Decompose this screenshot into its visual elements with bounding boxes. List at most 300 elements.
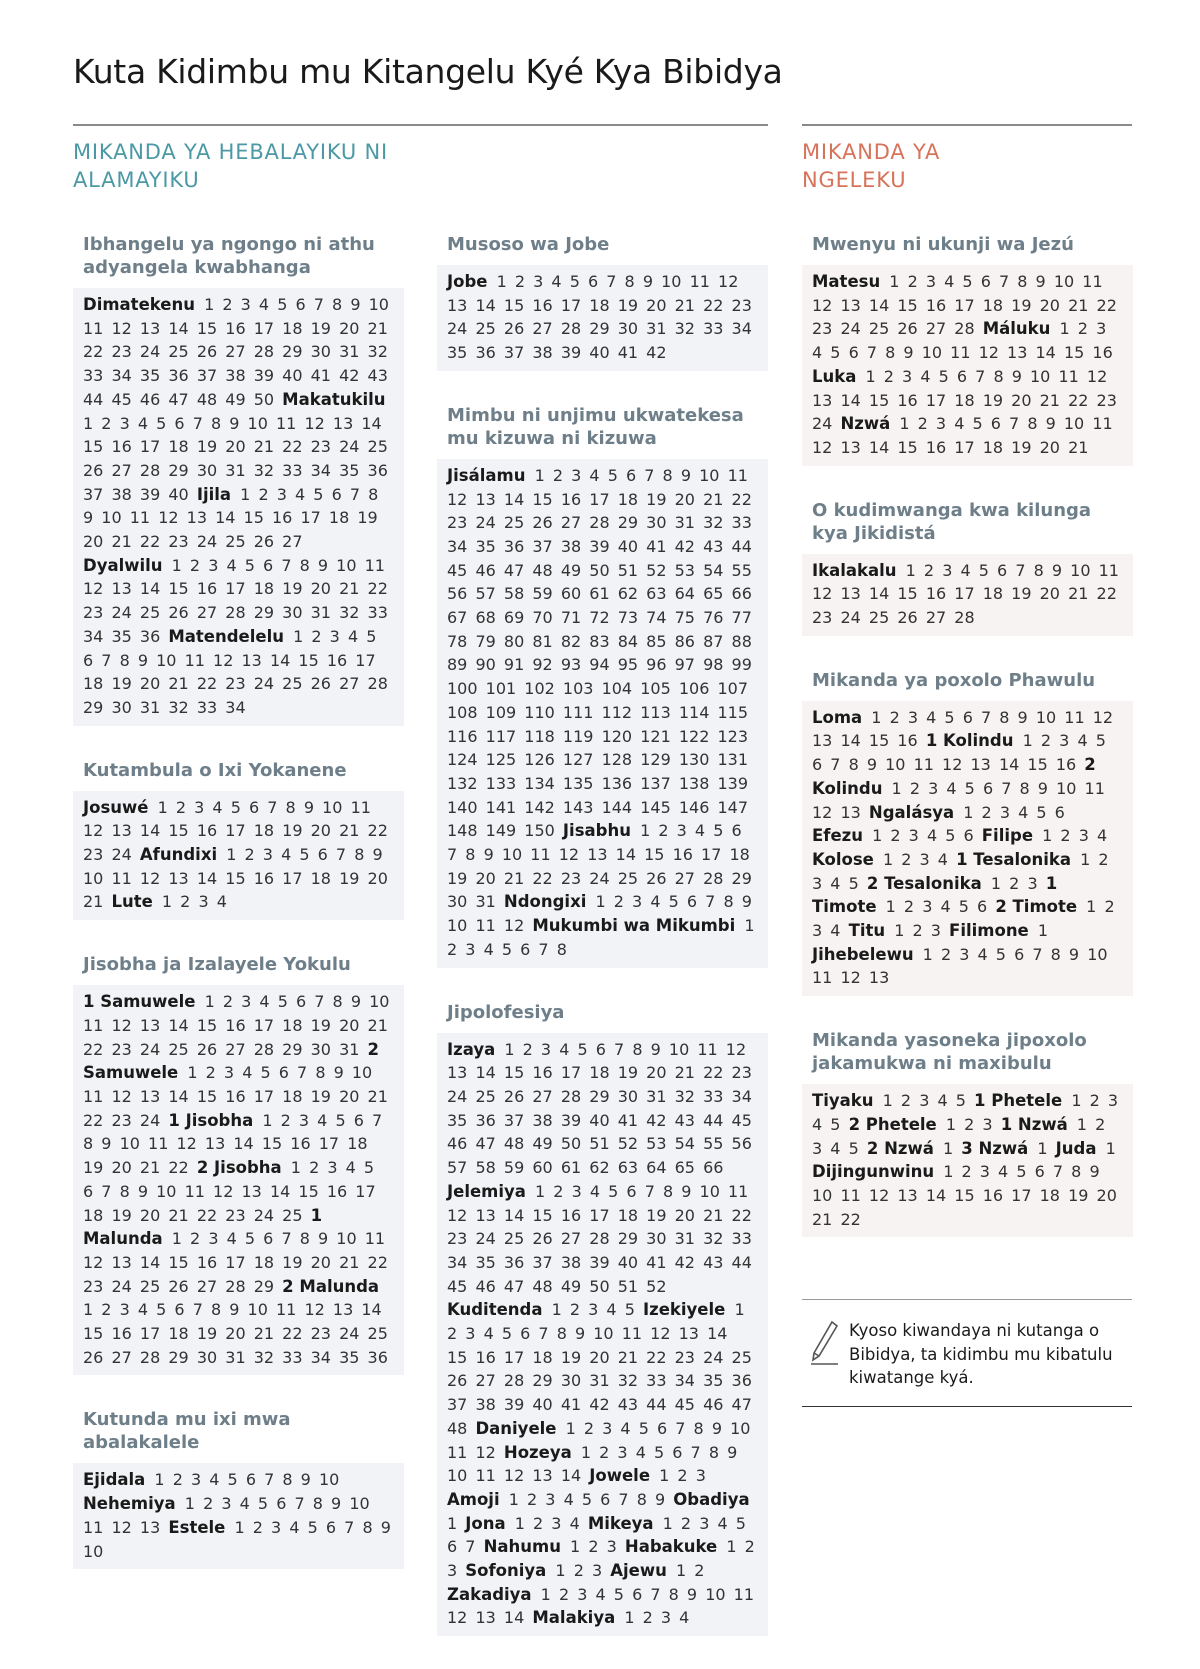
chapter-number[interactable]: 15 <box>243 508 264 528</box>
chapter-number[interactable]: 16 <box>925 295 947 315</box>
chapter-number[interactable]: 20 <box>674 1205 695 1225</box>
chapter-number[interactable]: 51 <box>617 1276 639 1296</box>
chapter-number[interactable]: 7 <box>192 1300 203 1320</box>
chapter-number[interactable]: 1 <box>565 1418 576 1438</box>
chapter-number[interactable]: 16 <box>1055 755 1077 775</box>
chapter-number[interactable]: 15 <box>168 579 189 599</box>
chapter-number[interactable]: 31 <box>139 697 161 717</box>
chapter-number[interactable]: 86 <box>674 631 695 651</box>
chapter-number[interactable]: 9 <box>229 1300 240 1320</box>
chapter-number[interactable]: 103 <box>562 679 594 699</box>
chapter-number[interactable]: 65 <box>674 1158 695 1178</box>
chapter-number[interactable]: 4 <box>620 1418 631 1438</box>
chapter-number[interactable]: 38 <box>475 1395 496 1415</box>
chapter-number[interactable]: 34 <box>225 697 246 717</box>
chapter-number[interactable]: 6 <box>990 414 1001 434</box>
chapter-number[interactable]: 6 <box>520 1324 531 1344</box>
chapter-number[interactable]: 81 <box>532 631 553 651</box>
chapter-number[interactable]: 9 <box>318 1229 329 1249</box>
chapter-number[interactable]: 4 <box>1018 802 1029 822</box>
chapter-number[interactable]: 13 <box>532 1466 553 1486</box>
chapter-number[interactable]: 90 <box>475 655 496 675</box>
chapter-number[interactable]: 27 <box>475 1371 496 1391</box>
chapter-number[interactable]: 15 <box>532 489 553 509</box>
chapter-number[interactable]: 7 <box>980 707 992 727</box>
chapter-number[interactable]: 89 <box>447 655 468 675</box>
chapter-number[interactable]: 6 <box>276 1494 287 1514</box>
chapter-number[interactable]: 15 <box>298 1181 319 1201</box>
chapter-number[interactable]: 4 <box>1096 826 1108 846</box>
chapter-number[interactable]: 5 <box>830 1114 841 1134</box>
chapter-number[interactable]: 11 <box>728 1181 749 1201</box>
chapter-number[interactable]: 58 <box>475 1158 496 1178</box>
chapter-number[interactable]: 43 <box>674 1110 695 1130</box>
chapter-number[interactable]: 3 <box>465 1324 476 1344</box>
chapter-number[interactable]: 25 <box>168 342 189 362</box>
chapter-number[interactable]: 72 <box>589 608 610 628</box>
chapter-number[interactable]: 33 <box>703 319 724 339</box>
chapter-number[interactable]: 24 <box>447 1086 468 1106</box>
chapter-number[interactable]: 6 <box>278 1063 289 1083</box>
chapter-number[interactable]: 1 <box>154 1470 165 1490</box>
chapter-number[interactable]: 123 <box>717 726 749 746</box>
chapter-number[interactable]: 137 <box>640 773 671 793</box>
chapter-number[interactable]: 5 <box>307 1517 318 1537</box>
chapter-number[interactable]: 7 <box>866 343 878 363</box>
chapter-number[interactable]: 3 <box>959 944 970 964</box>
chapter-number[interactable]: 29 <box>589 1086 610 1106</box>
chapter-number[interactable]: 8 <box>662 1181 674 1201</box>
chapter-number[interactable]: 23 <box>310 1324 331 1344</box>
chapter-number[interactable]: 7 <box>267 797 278 817</box>
chapter-number[interactable]: 7 <box>538 1324 549 1344</box>
chapter-number[interactable]: 17 <box>300 508 321 528</box>
chapter-number[interactable]: 3 <box>208 555 219 575</box>
chapter-number[interactable]: 40 <box>589 1110 610 1130</box>
chapter-number[interactable]: 12 <box>111 318 132 338</box>
chapter-number[interactable]: 9 <box>680 465 692 485</box>
chapter-number[interactable]: 13 <box>168 868 189 888</box>
chapter-number[interactable]: 12 <box>83 821 104 841</box>
chapter-number[interactable]: 4 <box>137 413 149 433</box>
chapter-number[interactable]: 148 <box>447 821 478 841</box>
chapter-number[interactable]: 9 <box>380 1517 391 1537</box>
chapter-number[interactable]: 6 <box>174 1300 185 1320</box>
chapter-number[interactable]: 3 <box>298 1110 310 1130</box>
chapter-number[interactable]: 5 <box>581 1489 593 1509</box>
chapter-number[interactable]: 2 <box>964 1114 975 1134</box>
chapter-number[interactable]: 28 <box>560 1086 582 1106</box>
chapter-number[interactable]: 7 <box>101 650 112 670</box>
chapter-number[interactable]: 1 <box>1086 897 1097 917</box>
chapter-number[interactable]: 4 <box>926 826 938 846</box>
chapter-number[interactable]: 47 <box>475 1134 496 1154</box>
chapter-number[interactable]: 3 <box>812 921 823 941</box>
chapter-number[interactable]: 29 <box>253 1276 275 1296</box>
chapter-number[interactable]: 13 <box>587 845 608 865</box>
chapter-number[interactable]: 28 <box>589 1229 610 1249</box>
chapter-number[interactable]: 35 <box>339 1347 360 1367</box>
chapter-number[interactable]: 18 <box>168 1324 189 1344</box>
chapter-number[interactable]: 1 <box>184 1494 195 1514</box>
chapter-number[interactable]: 10 <box>368 295 389 314</box>
chapter-number[interactable]: 22 <box>646 1347 667 1367</box>
chapter-number[interactable]: 1 <box>226 845 237 865</box>
chapter-number[interactable]: 5 <box>958 897 969 917</box>
chapter-number[interactable]: 11 <box>913 755 934 775</box>
chapter-number[interactable]: 5 <box>830 343 841 363</box>
chapter-number[interactable]: 2 <box>280 1110 291 1130</box>
chapter-number[interactable]: 37 <box>447 1395 468 1415</box>
chapter-number[interactable]: 28 <box>367 674 388 694</box>
chapter-number[interactable]: 19 <box>310 1086 331 1106</box>
chapter-number[interactable]: 15 <box>897 295 918 315</box>
chapter-number[interactable]: 64 <box>646 1158 667 1178</box>
chapter-number[interactable]: 4 <box>944 272 955 291</box>
chapter-number[interactable]: 35 <box>475 1252 496 1272</box>
chapter-number[interactable]: 9 <box>1035 272 1046 291</box>
chapter-number[interactable]: 1 <box>204 295 215 314</box>
chapter-number[interactable]: 54 <box>674 1134 695 1154</box>
chapter-number[interactable]: 29 <box>83 697 104 717</box>
chapter-number[interactable]: 5 <box>955 1091 966 1111</box>
chapter-number[interactable]: 28 <box>225 1276 246 1296</box>
chapter-number[interactable]: 28 <box>139 460 161 480</box>
chapter-number[interactable]: 18 <box>83 674 104 694</box>
chapter-number[interactable]: 19 <box>1011 437 1032 457</box>
chapter-number[interactable]: 2 <box>553 1181 564 1201</box>
chapter-number[interactable]: 24 <box>139 1039 161 1059</box>
chapter-number[interactable]: 4 <box>281 845 292 865</box>
chapter-number[interactable]: 10 <box>1035 707 1057 727</box>
chapter-number[interactable]: 26 <box>310 674 331 694</box>
chapter-number[interactable]: 14 <box>503 1608 525 1628</box>
chapter-number[interactable]: 68 <box>475 608 496 628</box>
chapter-number[interactable]: 37 <box>503 343 525 363</box>
chapter-number[interactable]: 16 <box>225 1086 246 1106</box>
chapter-number[interactable]: 13 <box>241 1181 262 1201</box>
chapter-number[interactable]: 19 <box>196 437 218 457</box>
chapter-number[interactable]: 9 <box>650 1039 661 1059</box>
chapter-number[interactable]: 2 <box>258 484 269 504</box>
chapter-number[interactable]: 8 <box>993 366 1004 386</box>
chapter-number[interactable]: 2 <box>883 366 894 386</box>
chapter-number[interactable]: 4 <box>830 873 841 893</box>
chapter-number[interactable]: 15 <box>1063 343 1085 363</box>
chapter-number[interactable]: 18 <box>328 508 350 528</box>
chapter-number[interactable]: 140 <box>447 797 478 817</box>
chapter-number[interactable]: 20 <box>674 489 695 509</box>
chapter-number[interactable]: 10 <box>705 1584 726 1604</box>
chapter-number[interactable]: 26 <box>83 460 104 480</box>
chapter-number[interactable]: 78 <box>447 631 468 651</box>
chapter-number[interactable]: 5 <box>962 272 973 291</box>
chapter-number[interactable]: 64 <box>674 584 695 604</box>
chapter-number[interactable]: 11 <box>475 1466 496 1486</box>
chapter-number[interactable]: 35 <box>111 626 132 646</box>
chapter-number[interactable]: 20 <box>310 579 331 599</box>
chapter-number[interactable]: 35 <box>447 1110 468 1130</box>
chapter-number[interactable]: 6 <box>962 707 973 727</box>
chapter-number[interactable]: 1 <box>744 916 755 936</box>
chapter-number[interactable]: 136 <box>601 773 633 793</box>
chapter-number[interactable]: 15 <box>868 390 890 410</box>
chapter-number[interactable]: 21 <box>168 674 189 694</box>
chapter-number[interactable]: 25 <box>367 1324 388 1344</box>
chapter-number[interactable]: 31 <box>310 603 331 623</box>
chapter-number[interactable]: 9 <box>686 1584 698 1604</box>
chapter-number[interactable]: 30 <box>196 1347 218 1367</box>
chapter-number[interactable]: 2 <box>558 1584 570 1604</box>
chapter-number[interactable]: 51 <box>589 1134 610 1154</box>
chapter-number[interactable]: 23 <box>447 513 468 533</box>
chapter-number[interactable]: 5 <box>501 1324 513 1344</box>
chapter-number[interactable]: 2 <box>694 1561 705 1581</box>
chapter-number[interactable]: 6 <box>977 897 988 917</box>
chapter-number[interactable]: 16 <box>326 1181 348 1201</box>
chapter-number[interactable]: 11 <box>350 797 371 817</box>
chapter-number[interactable]: 8 <box>210 413 222 433</box>
chapter-number[interactable]: 18 <box>982 584 1004 604</box>
chapter-number[interactable]: 18 <box>982 295 1004 315</box>
chapter-number[interactable]: 5 <box>244 1229 256 1249</box>
chapter-number[interactable]: 32 <box>674 319 695 339</box>
chapter-number[interactable]: 21 <box>1068 584 1089 604</box>
chapter-number[interactable]: 18 <box>1039 1185 1060 1205</box>
chapter-number[interactable]: 2 <box>522 1039 533 1059</box>
chapter-number[interactable]: 8 <box>556 1324 567 1344</box>
chapter-number[interactable]: 20 <box>367 868 388 888</box>
chapter-number[interactable]: 29 <box>168 1347 189 1367</box>
chapter-number[interactable]: 7 <box>297 1063 308 1083</box>
chapter-number[interactable]: 14 <box>269 650 291 670</box>
chapter-number[interactable]: 19 <box>617 1063 639 1083</box>
chapter-number[interactable]: 43 <box>703 1252 724 1272</box>
chapter-number[interactable]: 43 <box>617 1395 639 1415</box>
chapter-number[interactable]: 22 <box>731 489 752 509</box>
chapter-number[interactable]: 7 <box>264 1470 275 1490</box>
chapter-number[interactable]: 16 <box>111 437 132 457</box>
chapter-number[interactable]: 11 <box>148 1134 169 1154</box>
chapter-number[interactable]: 14 <box>168 1086 189 1106</box>
chapter-number[interactable]: 131 <box>717 750 749 770</box>
chapter-number[interactable]: 20 <box>646 1063 667 1083</box>
chapter-number[interactable]: 8 <box>1019 778 1030 798</box>
chapter-number[interactable]: 28 <box>954 319 975 339</box>
chapter-number[interactable]: 27 <box>282 532 303 552</box>
chapter-number[interactable]: 46 <box>139 389 161 409</box>
chapter-number[interactable]: 45 <box>447 1276 468 1296</box>
chapter-number[interactable]: 22 <box>367 821 388 841</box>
chapter-number[interactable]: 2 <box>890 826 901 846</box>
chapter-number[interactable]: 15 <box>897 584 918 604</box>
chapter-number[interactable]: 8 <box>285 797 296 817</box>
chapter-number[interactable]: 35 <box>339 460 360 480</box>
chapter-number[interactable]: 4 <box>937 849 948 869</box>
chapter-number[interactable]: 11 <box>812 968 833 988</box>
chapter-number[interactable]: 77 <box>731 608 752 628</box>
chapter-number[interactable]: 25 <box>139 1276 161 1296</box>
chapter-number[interactable]: 32 <box>367 342 388 362</box>
chapter-number[interactable]: 1 <box>161 892 173 912</box>
chapter-number[interactable]: 2 <box>175 797 187 817</box>
chapter-number[interactable]: 1 <box>534 465 545 485</box>
chapter-number[interactable]: 15 <box>503 1063 525 1083</box>
chapter-number[interactable]: 38 <box>532 1110 553 1130</box>
chapter-number[interactable]: 39 <box>253 366 275 386</box>
chapter-number[interactable]: 22 <box>168 1158 189 1178</box>
chapter-number[interactable]: 130 <box>678 750 710 770</box>
chapter-number[interactable]: 149 <box>485 821 517 841</box>
chapter-number[interactable]: 24 <box>253 674 275 694</box>
chapter-number[interactable]: 24 <box>111 603 132 623</box>
chapter-number[interactable]: 36 <box>139 626 161 646</box>
chapter-number[interactable]: 8 <box>723 892 734 912</box>
chapter-number[interactable]: 23 <box>225 674 246 694</box>
chapter-number[interactable]: 4 <box>239 1494 250 1514</box>
chapter-number[interactable]: 28 <box>139 1347 161 1367</box>
chapter-number[interactable]: 42 <box>646 1110 667 1130</box>
chapter-number[interactable]: 10 <box>1030 366 1051 386</box>
chapter-number[interactable]: 20 <box>111 1158 132 1178</box>
chapter-number[interactable]: 20 <box>646 295 667 315</box>
chapter-number[interactable]: 11 <box>1064 707 1085 727</box>
chapter-number[interactable]: 1 <box>885 897 896 917</box>
chapter-number[interactable]: 18 <box>168 437 189 457</box>
chapter-number[interactable]: 19 <box>646 489 667 509</box>
chapter-number[interactable]: 53 <box>646 1134 667 1154</box>
chapter-number[interactable]: 3 <box>1096 319 1107 339</box>
chapter-number[interactable]: 14 <box>707 1324 728 1344</box>
chapter-number[interactable]: 30 <box>196 460 218 480</box>
chapter-number[interactable]: 19 <box>1068 1185 1089 1205</box>
chapter-number[interactable]: 9 <box>1045 414 1056 434</box>
chapter-number[interactable]: 40 <box>589 343 610 363</box>
chapter-number[interactable]: 13 <box>139 1015 161 1035</box>
chapter-number[interactable]: 7 <box>281 1229 292 1249</box>
chapter-number[interactable]: 7 <box>192 413 203 433</box>
chapter-number[interactable]: 32 <box>339 603 360 623</box>
chapter-number[interactable]: 1 <box>262 1110 273 1130</box>
chapter-number[interactable]: 21 <box>617 1347 639 1367</box>
chapter-number[interactable]: 110 <box>524 702 555 722</box>
chapter-number[interactable]: 4 <box>569 1513 580 1533</box>
chapter-number[interactable]: 2 <box>1077 319 1088 339</box>
chapter-number[interactable]: 104 <box>601 679 633 699</box>
chapter-number[interactable]: 19 <box>111 674 132 694</box>
chapter-number[interactable]: 8 <box>636 1489 647 1509</box>
chapter-number[interactable]: 11 <box>447 1442 468 1462</box>
chapter-number[interactable]: 2 <box>222 992 234 1012</box>
chapter-number[interactable]: 19 <box>310 318 331 338</box>
chapter-number[interactable]: 6 <box>295 295 306 314</box>
chapter-number[interactable]: 20 <box>1039 584 1060 604</box>
chapter-number[interactable]: 6 <box>83 1181 94 1201</box>
chapter-number[interactable]: 17 <box>253 1086 275 1106</box>
chapter-number[interactable]: 25 <box>225 532 246 552</box>
chapter-number[interactable]: 1 <box>659 1466 670 1486</box>
chapter-number[interactable]: 91 <box>503 655 525 675</box>
chapter-number[interactable]: 6 <box>245 1470 257 1490</box>
chapter-number[interactable]: 13 <box>475 1608 496 1628</box>
chapter-number[interactable]: 9 <box>83 508 94 528</box>
chapter-number[interactable]: 13 <box>897 1185 918 1205</box>
chapter-number[interactable]: 4 <box>926 707 937 727</box>
chapter-number[interactable]: 9 <box>1037 778 1048 798</box>
chapter-number[interactable]: 3 <box>588 1300 599 1320</box>
chapter-number[interactable]: 25 <box>503 1229 525 1249</box>
chapter-number[interactable]: 21 <box>168 1205 189 1225</box>
chapter-number[interactable]: 11 <box>364 1229 386 1249</box>
chapter-number[interactable]: 14 <box>475 1063 496 1083</box>
chapter-number[interactable]: 27 <box>674 868 695 888</box>
chapter-number[interactable]: 15 <box>868 731 890 751</box>
chapter-number[interactable]: 11 <box>1098 560 1119 580</box>
chapter-number[interactable]: 2 <box>189 555 201 575</box>
chapter-number[interactable]: 71 <box>560 608 582 628</box>
chapter-number[interactable]: 19 <box>339 868 360 888</box>
chapter-number[interactable]: 6 <box>295 992 307 1012</box>
chapter-number[interactable]: 3 <box>908 826 919 846</box>
chapter-number[interactable]: 145 <box>640 797 671 817</box>
chapter-number[interactable]: 4 <box>483 1324 494 1344</box>
chapter-number[interactable]: 4 <box>954 414 965 434</box>
chapter-number[interactable]: 21 <box>674 295 695 315</box>
chapter-number[interactable]: 1 <box>83 1300 94 1320</box>
chapter-number[interactable]: 26 <box>168 603 189 623</box>
chapter-number[interactable]: 5 <box>995 944 1006 964</box>
chapter-number[interactable]: 2 <box>1040 731 1052 751</box>
chapter-number[interactable]: 20 <box>1039 437 1060 457</box>
chapter-number[interactable]: 28 <box>253 342 275 362</box>
chapter-number[interactable]: 10 <box>447 916 468 936</box>
chapter-number[interactable]: 24 <box>339 1324 360 1344</box>
chapter-number[interactable]: 13 <box>332 413 354 433</box>
chapter-number[interactable]: 1 <box>293 626 304 646</box>
chapter-number[interactable]: 12 <box>111 1015 132 1035</box>
chapter-number[interactable]: 32 <box>674 1086 695 1106</box>
chapter-number[interactable]: 21 <box>674 1063 695 1083</box>
chapter-number[interactable]: 5 <box>944 707 955 727</box>
chapter-number[interactable]: 2 <box>1009 873 1020 893</box>
chapter-number[interactable]: 25 <box>168 1039 189 1059</box>
chapter-number[interactable]: 2 <box>309 1158 320 1178</box>
chapter-number[interactable]: 13 <box>139 1086 161 1106</box>
chapter-number[interactable]: 33 <box>367 603 388 623</box>
chapter-number[interactable]: 36 <box>503 536 525 556</box>
chapter-number[interactable]: 33 <box>731 513 752 533</box>
chapter-number[interactable]: 127 <box>562 750 594 770</box>
chapter-number[interactable]: 12 <box>176 1134 197 1154</box>
chapter-number[interactable]: 15 <box>503 295 525 315</box>
chapter-number[interactable]: 12 <box>840 968 861 988</box>
chapter-number[interactable]: 18 <box>282 1015 303 1035</box>
chapter-number[interactable]: 3 <box>465 939 476 959</box>
chapter-number[interactable]: 15 <box>447 1347 468 1367</box>
chapter-number[interactable]: 32 <box>168 697 189 717</box>
chapter-number[interactable]: 5 <box>1016 1162 1027 1182</box>
chapter-number[interactable]: 2 <box>514 272 526 291</box>
chapter-number[interactable]: 14 <box>269 1181 291 1201</box>
chapter-number[interactable]: 6 <box>848 343 859 363</box>
chapter-number[interactable]: 14 <box>560 1466 582 1486</box>
chapter-number[interactable]: 12 <box>139 868 161 888</box>
chapter-number[interactable]: 1 <box>1076 1114 1087 1134</box>
chapter-number[interactable]: 26 <box>646 868 667 888</box>
chapter-number[interactable]: 36 <box>475 343 496 363</box>
chapter-number[interactable]: 16 <box>196 1252 218 1272</box>
chapter-number[interactable]: 27 <box>925 319 947 339</box>
